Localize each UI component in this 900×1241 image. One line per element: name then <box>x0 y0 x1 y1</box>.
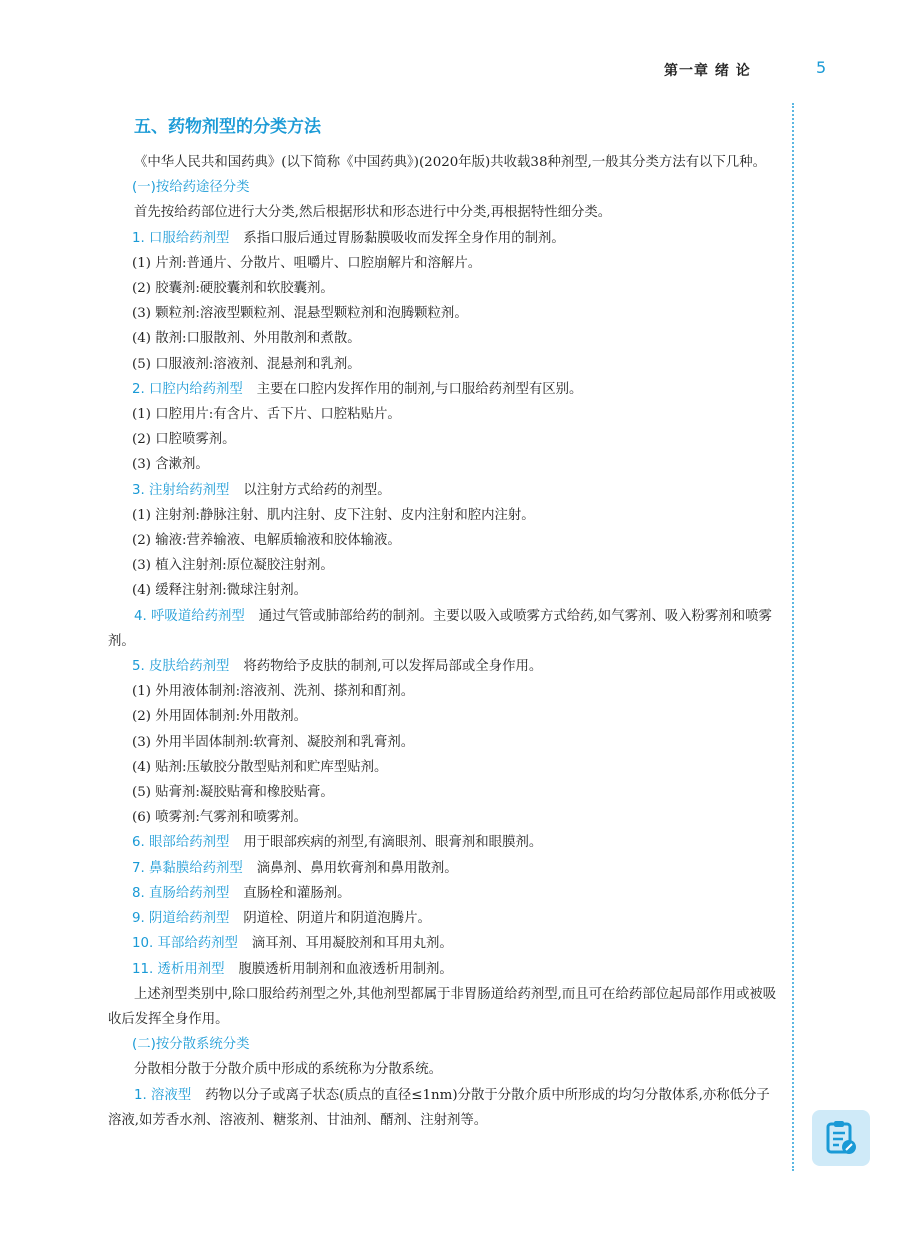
list-item: (2) 外用固体制剂:外用散剂。 <box>132 709 308 725</box>
list-item: (4) 缓释注射剂:微球注射剂。 <box>132 583 308 599</box>
category-eye <box>108 830 778 855</box>
category-buccal <box>108 377 778 402</box>
category-nasal <box>108 856 778 881</box>
subsection-intro: 分散相分散于分散介质中形成的系统称为分散系统。 <box>134 1062 442 1078</box>
category-heading: 4. 呼吸道给药剂型 <box>134 608 245 624</box>
page-content <box>108 112 778 1133</box>
section-title: 五、药物剂型的分类方法 <box>134 117 321 137</box>
category-description: 以注射方式给药的剂型。 <box>243 482 391 498</box>
category-heading: 9. 阴道给药剂型 <box>132 911 230 927</box>
list-item: (6) 喷雾剂:气雾剂和喷雾剂。 <box>132 810 308 826</box>
clipboard-edit-icon <box>825 1120 857 1156</box>
list-item: (5) 口服液剂:溶液剂、混悬剂和乳剂。 <box>132 356 361 372</box>
subsection-title-dispersion: (二)按分散系统分类 <box>132 1037 250 1053</box>
list-item: (3) 外用半固体制剂:软膏剂、凝胶剂和乳膏剂。 <box>132 734 415 750</box>
list-item: (2) 口腔喷雾剂。 <box>132 432 236 448</box>
list-item: (3) 含漱剂。 <box>132 457 209 473</box>
margin-divider <box>792 103 794 1171</box>
category-description: 滴鼻剂、鼻用软膏剂和鼻用散剂。 <box>256 860 458 876</box>
list-item: (3) 植入注射剂:原位凝胶注射剂。 <box>132 558 334 574</box>
category-description: 主要在口腔内发挥作用的制剂,与口服给药剂型有区别。 <box>256 381 583 397</box>
summary-paragraph: 上述剂型类别中,除口服给药剂型之外,其他剂型都属于非胃肠道给药剂型,而且可在给药部位起局部作用或被吸收后发挥全身作用。 <box>108 986 777 1027</box>
category-description: 滴耳剂、耳用凝胶剂和耳用丸剂。 <box>251 936 453 952</box>
list-item: (1) 注射剂:静脉注射、肌内注射、皮下注射、皮内注射和腔内注射。 <box>132 507 535 523</box>
category-description: 用于眼部疾病的剂型,有滴眼剂、眼膏剂和眼膜剂。 <box>243 835 543 851</box>
category-heading: 7. 鼻黏膜给药剂型 <box>132 860 243 876</box>
list-item: (1) 片剂:普通片、分散片、咀嚼片、口腔崩解片和溶解片。 <box>132 255 482 271</box>
list-item: (1) 外用液体制剂:溶液剂、洗剂、搽剂和酊剂。 <box>132 684 415 700</box>
subsection-intro: 首先按给药部位进行大分类,然后根据形状和形态进行中分类,再根据特性细分类。 <box>134 205 612 221</box>
category-rectal <box>108 881 778 906</box>
category-description: 阴道栓、阴道片和阴道泡腾片。 <box>243 911 431 927</box>
list-item: (4) 散剂:口服散剂、外用散剂和煮散。 <box>132 331 361 347</box>
list-item: (5) 贴膏剂:凝胶贴膏和橡胶贴膏。 <box>132 785 334 801</box>
list-item: (1) 口腔用片:有含片、舌下片、口腔粘贴片。 <box>132 407 401 423</box>
category-description: 腹膜透析用制剂和血液透析用制剂。 <box>238 961 453 977</box>
notes-button[interactable] <box>812 1110 870 1166</box>
list-item: (4) 贴剂:压敏胶分散型贴剂和贮库型贴剂。 <box>132 759 388 775</box>
category-heading: 3. 注射给药剂型 <box>132 482 230 498</box>
subsection-title-route: (一)按给药途径分类 <box>132 180 250 196</box>
category-heading: 11. 透析用剂型 <box>132 961 225 977</box>
category-respiratory <box>108 604 778 654</box>
page-number: 5 <box>816 58 827 77</box>
category-skin <box>108 654 778 679</box>
category-heading: 6. 眼部给药剂型 <box>132 835 230 851</box>
category-heading: 1. 口服给药剂型 <box>132 230 230 246</box>
category-heading: 10. 耳部给药剂型 <box>132 936 238 952</box>
category-heading: 5. 皮肤给药剂型 <box>132 659 230 675</box>
category-description: 通过气管或肺部给药的制剂。主要以吸入或喷雾方式给药,如气雾剂、吸入粉雾剂和喷雾剂。 <box>108 608 772 649</box>
list-item: (2) 胶囊剂:硬胶囊剂和软胶囊剂。 <box>132 281 334 297</box>
category-description: 系指口服后通过胃肠黏膜吸收而发挥全身作用的制剂。 <box>243 230 565 246</box>
intro-paragraph: 《中华人民共和国药典》(以下简称《中国药典》)(2020年版)共收载38种剂型,一般其分类方法有以下几种。 <box>134 155 766 170</box>
category-vaginal <box>108 906 778 931</box>
category-solution <box>108 1083 778 1133</box>
category-description: 直肠栓和灌肠剂。 <box>243 885 351 901</box>
category-dialysis <box>108 957 778 982</box>
category-description: 将药物给予皮肤的制剂,可以发挥局部或全身作用。 <box>243 659 543 675</box>
chapter-title: 第一章 绪 论 <box>664 63 751 79</box>
category-heading: 1. 溶液型 <box>134 1087 192 1103</box>
category-description: 药物以分子或离子状态(质点的直径≤1nm)分散于分散介质中所形成的均匀分散体系,亦称低分子溶液,如芳香水剂、溶液剂、糖浆剂、甘油剂、醑剂、注射剂等。 <box>108 1087 770 1128</box>
category-heading: 2. 口腔内给药剂型 <box>132 381 243 397</box>
category-injection <box>108 478 778 503</box>
category-heading: 8. 直肠给药剂型 <box>132 885 230 901</box>
category-oral <box>108 226 778 251</box>
list-item: (2) 输液:营养输液、电解质输液和胶体输液。 <box>132 533 401 549</box>
category-ear <box>108 931 778 956</box>
running-header <box>0 60 900 84</box>
list-item: (3) 颗粒剂:溶液型颗粒剂、混悬型颗粒剂和泡腾颗粒剂。 <box>132 306 468 322</box>
